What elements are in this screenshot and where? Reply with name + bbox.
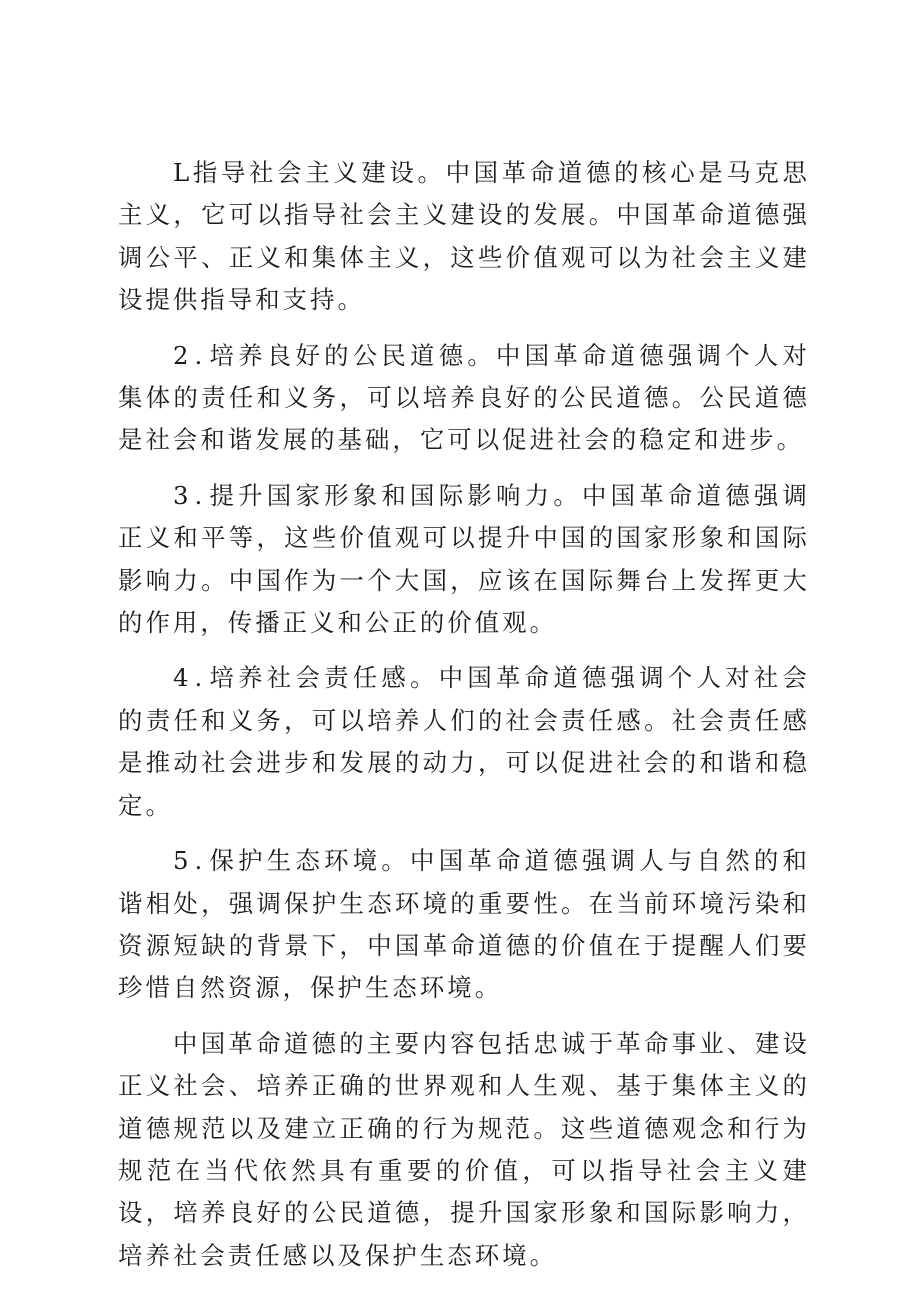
paragraph-text: 提升国家形象和国际影响力。中国革命道德强调正义和平等，这些价值观可以提升中国的国家形象和国际影响力。中国作为一个大国，应该在国际舞台上发挥更大的作用，传播正义和公正的价值观。 [118, 480, 810, 638]
document-page [118, 152, 810, 1290]
paragraph-text: L指导社会主义建设。中国革命道德的核心是马克思主义，它可以指导社会主义建设的发展。中国革命道德强调公平、正义和集体主义，这些价值观可以为社会主义建设提供指导和支持。 [118, 158, 810, 315]
paragraph-text: 中国革命道德的主要内容包括忠诚于革命事业、建设正义社会、培养正确的世界观和人生观、基于集体主义的道德规范以及建立正确的行为规范。这些道德观念和行为规范在当代依然具有重要的价值，可以指导社会主义建设，培养良好的公民道德，提升国家形象和国际影响力，培养社会责任感以及保护生态环境。 [118, 1028, 810, 1270]
paragraph-4 [118, 657, 810, 827]
paragraph-number: 4. [173, 663, 209, 693]
paragraph-number: 3. [173, 480, 209, 510]
paragraph-number: 2. [173, 340, 209, 370]
paragraph-6 [118, 1023, 810, 1277]
paragraph-2 [118, 335, 810, 462]
paragraph-text: 保护生态环境。中国革命道德强调人与自然的和谐相处，强调保护生态环境的重要性。在当前环境污染和资源短缺的背景下，中国革命道德的价值在于提醒人们要珍惜自然资源，保护生态环境。 [118, 846, 810, 1003]
paragraph-text: 培养良好的公民道德。中国革命道德强调个人对集体的责任和义务，可以培养良好的公民道德。公民道德是社会和谐发展的基础，它可以促进社会的稳定和进步。 [118, 340, 810, 455]
paragraph-3 [118, 475, 810, 645]
paragraph-1 [118, 152, 810, 322]
paragraph-text: 培养社会责任感。中国革命道德强调个人对社会的责任和义务，可以培养人们的社会责任感。社会责任感是推动社会进步和发展的动力，可以促进社会的和谐和稳定。 [118, 663, 810, 820]
paragraph-5 [118, 840, 810, 1010]
paragraph-number: 5. [173, 846, 209, 876]
